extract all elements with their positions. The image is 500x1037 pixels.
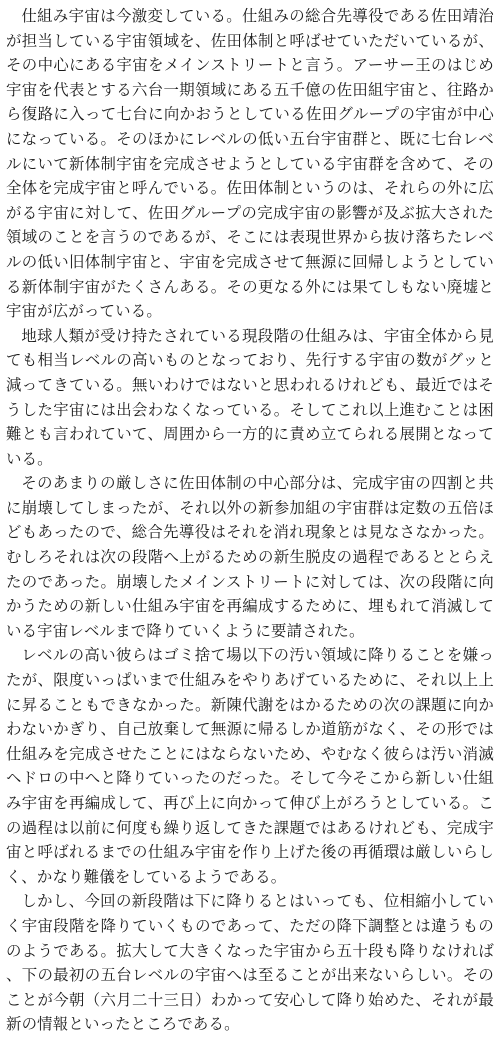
paragraph-3: そのあまりの厳しさに佐田体制の中心部分は、完成宇宙の四割と共に崩壊してしまったが、それ以外の新参加組の宇宙群は定数の五倍ほどもあったので、総合先導役はそれを消れ現象とは見なさなかった。むしろそれは次の段階へ上がるための新生脱皮の過程であるととらえたのであった。崩壊したメインストリートに対しては、次の段階に向かうための新しい仕組み宇宙を再編成するために、埋もれて消滅している宇宙レベルまで降りていくように要請された。 [6,474,494,640]
paragraph-4: レベルの高い彼らはゴミ捨て場以下の汚い領域に降りることを嫌ったが、限度いっぱいまで仕組みをやりあげているために、それ以上上に昇ることもできなかった。新陳代謝をはかるための次の課題に向かわないかぎり、自己放棄して無源に帰るしか道筋がなく、その形では仕組みを完成させたことにはならないため、やむなく彼らは汚い消滅ヘドロの中へと降りていったのだった。そして今そこから新しい仕組み宇宙を再編成して、再び上に向かって伸び上がろうとしている。この過程は以前に何度も繰り返してきた課題ではあるけれども、完成宇宙と呼ばれるまでの仕組み宇宙を作り上げた後の再循環は厳しいらしく、かなり難儀をしているようである。 [6,646,494,886]
paragraph-1: 仕組み宇宙は今激変している。仕組みの総合先導役である佐田靖治が担当している宇宙領域を、佐田体制と呼ばせていただいているが、その中心にある宇宙をメインストリートと言う。アーサー王のはじめ宇宙を代表とする六台一期領域にある五千億の佐田組宇宙と、往路から復路に入って七台に向かおうとしている佐田グループの宇宙が中心になっている。そのほかにレベルの低い五台宇宙群と、既に七台レベルにいて新体制宇宙を完成させようとしている宇宙群を含めて、その全体を完成宇宙と呼んでいる。佐田体制というのは、それらの外に広がる宇宙に対して、佐田グループの完成宇宙の影響が及ぶ拡大された領域のことを言うのであるが、そこには表現世界から抜け落ちたレベルの低い旧体制宇宙と、宇宙を完成させて無源に回帰しようとしている新体制宇宙がたくさんある。その更なる外には果てしもない廃墟と宇宙が広がっている。 [6,7,494,321]
paragraph-5: しかし、今回の新段階は下に降りるとはいっても、位相縮小していく宇宙段階を降りていくものであって、ただの降下調整とは違うもののようである。拡大して大きくなった宇宙から五十段も降りなければ、下の最初の五台レベルの宇宙へは至ることが出来ないらしい。そのことが今朝（六月二十三日）わかって安心して降り始めた、それが最新の情報といったところである。 [6,892,494,1034]
paragraph-2: 地球人類が受け持たされている現段階の仕組みは、宇宙全体から見ても相当レベルの高いものとなっており、先行する宇宙の数がグッと減ってきている。無いわけではないと思われるけれども、最近ではそうした宇宙には出会わなくなっている。そしてこれ以上進むことは困難とも言われていて、周囲から一方的に責め立てられる展開となっている。 [6,326,494,468]
